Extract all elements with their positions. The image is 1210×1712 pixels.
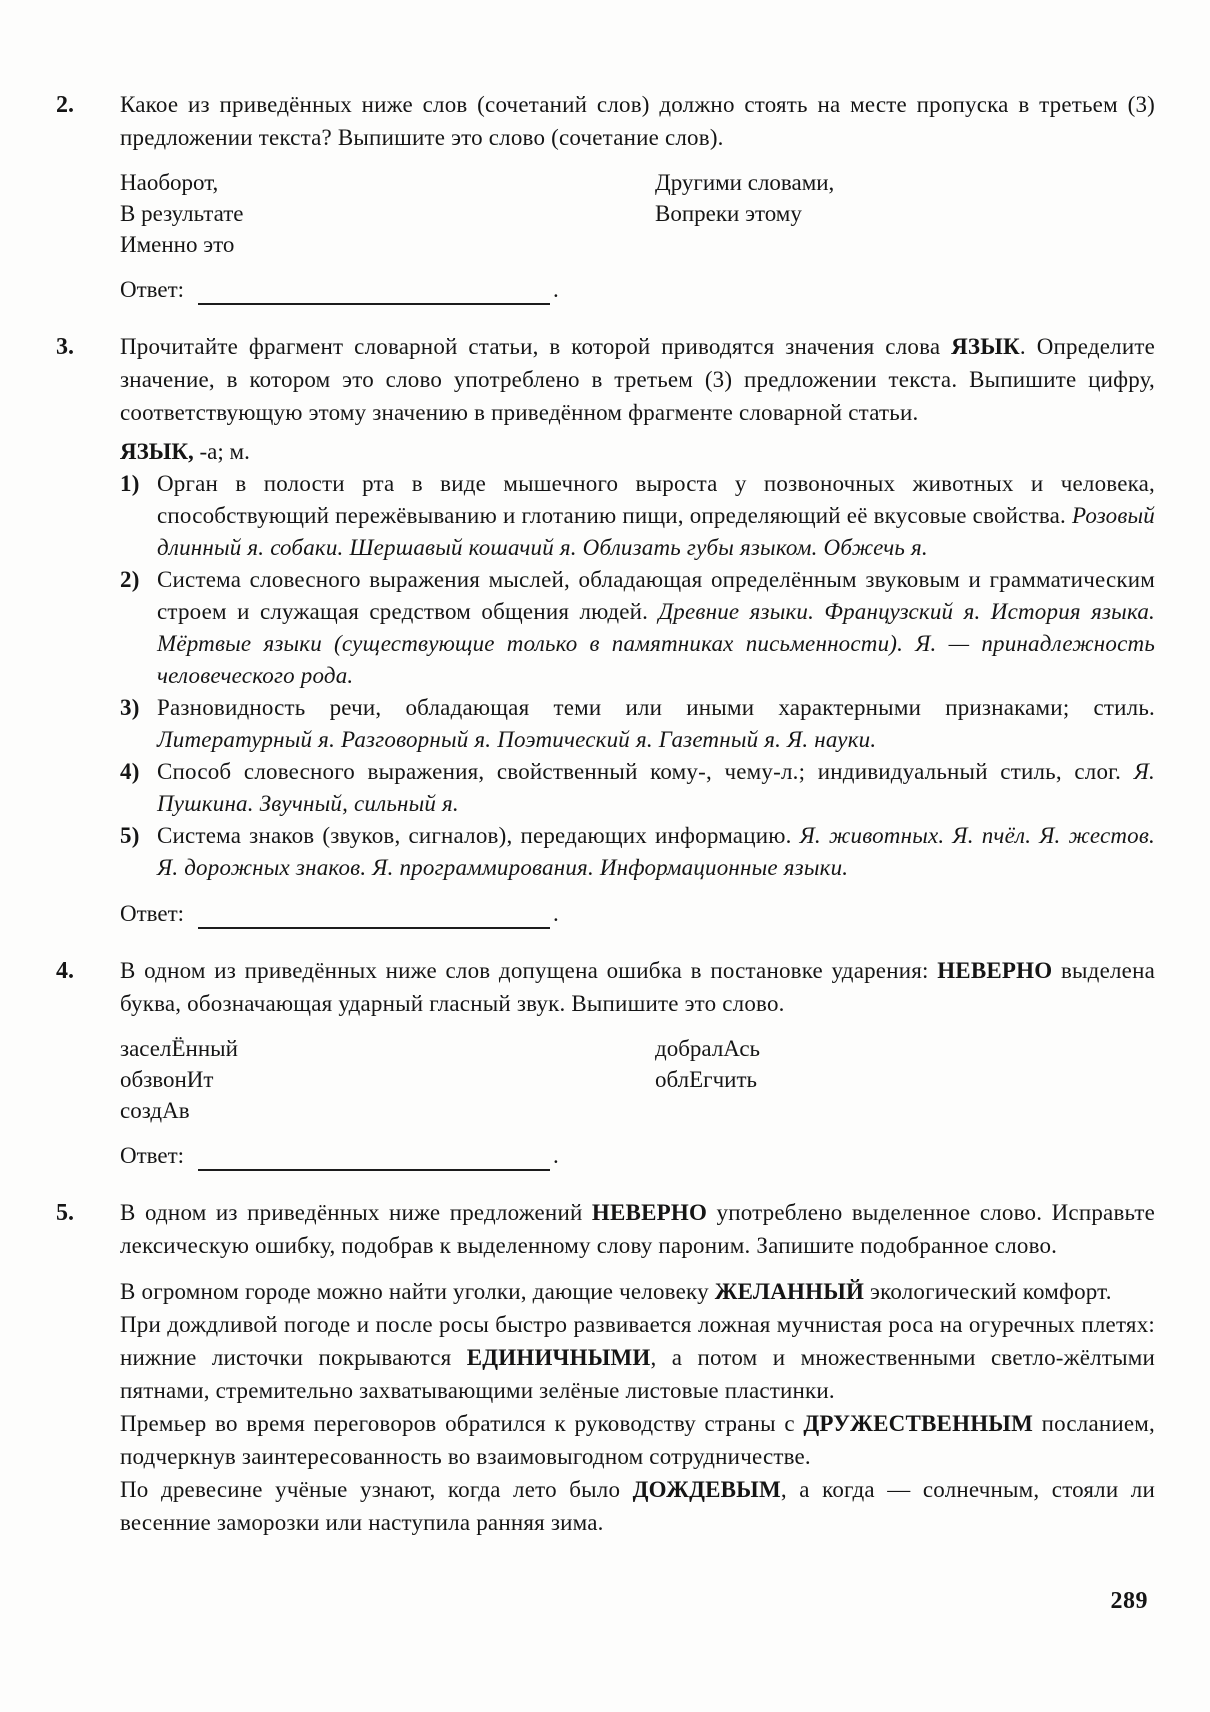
headword-word: ЯЗЫК, bbox=[120, 439, 194, 464]
options-list bbox=[120, 167, 1155, 260]
question-4 bbox=[56, 954, 1155, 1171]
definition-number: 5) bbox=[120, 823, 140, 848]
question-intro: Какое из приведённых ниже слов (сочетаний слов) должно стоять на месте пропуска в третьем (3) предложении текста? Выпишите это слово (сочетание слов). bbox=[120, 92, 1155, 150]
sentence-text-pre: По древесине учёные узнают, когда лето было bbox=[120, 1477, 633, 1502]
answer-blank-line bbox=[198, 1145, 550, 1171]
highlighted-word: ДРУЖЕСТВЕННЫМ bbox=[803, 1411, 1033, 1436]
definition-number: 2) bbox=[120, 567, 140, 592]
options-column-left bbox=[120, 167, 655, 260]
definition-text: Разновидность речи, обладающая теми или иными характерными признаками; стиль. bbox=[157, 695, 1155, 720]
headword-grammar: -а; м. bbox=[193, 439, 250, 464]
sentence-paragraph bbox=[120, 1473, 1155, 1539]
sentence-text-post: , а потом и множественными светло-жёлтыми пятнами, стремительно захватывающими зелёные листовые пластинки. bbox=[120, 1345, 1155, 1403]
dictionary-item bbox=[120, 756, 1155, 820]
highlighted-word: ЖЕЛАННЫЙ bbox=[714, 1279, 865, 1304]
question-2 bbox=[56, 88, 1155, 305]
answer-label: Ответ: bbox=[120, 1143, 185, 1168]
intro-keyword: НЕВЕРНО bbox=[591, 1200, 708, 1225]
question-intro bbox=[120, 954, 1155, 1020]
options-column-left bbox=[120, 1033, 655, 1126]
option-item: Другими словами, bbox=[655, 170, 835, 195]
intro-text-post: употреблено выделенное слово. Исправьте лексическую ошибку, подобрав к выделенному слову пароним. Запишите подобранное слово. bbox=[120, 1200, 1155, 1258]
answer-period: . bbox=[553, 1143, 559, 1168]
sentence-text-pre: Премьер во время переговоров обратился к руководству страны с bbox=[120, 1411, 804, 1436]
intro-keyword: НЕВЕРНО bbox=[937, 958, 1053, 983]
question-number: 5. bbox=[56, 1200, 74, 1226]
sentence-paragraph bbox=[120, 1308, 1155, 1407]
answer-row bbox=[120, 899, 1155, 929]
question-3 bbox=[56, 330, 1155, 929]
intro-text-pre: Прочитайте фрагмент словарной статьи, в которой приводятся значения слова bbox=[120, 334, 952, 359]
definition-examples: Розовый длинный я. собаки. Шершавый кошачий я. Облизать губы языком. Обжечь я. bbox=[157, 503, 1155, 560]
answer-period: . bbox=[553, 277, 559, 302]
intro-text-pre: В одном из приведённых ниже слов допущена ошибка в постановке ударения: bbox=[120, 958, 938, 983]
options-column-right bbox=[655, 1033, 1155, 1126]
sentence-text-post: посланием, подчеркнув заинтересованность во взаимовыгодном сотрудничестве. bbox=[120, 1411, 1156, 1469]
option-item: заселЁнный bbox=[120, 1036, 238, 1061]
definition-number: 4) bbox=[120, 759, 140, 784]
option-item: Именно это bbox=[120, 232, 235, 257]
dictionary-item bbox=[120, 564, 1155, 692]
option-item: Наоборот, bbox=[120, 170, 219, 195]
dictionary-headword bbox=[120, 435, 1155, 468]
definition-text: Способ словесного выражения, свойственный кому-, чему-л.; индивидуальный стиль, слог. bbox=[157, 759, 1134, 784]
answer-period: . bbox=[553, 901, 559, 926]
definition-number: 3) bbox=[120, 695, 140, 720]
question-number: 2. bbox=[56, 92, 74, 118]
answer-row bbox=[120, 275, 1155, 305]
option-item: создАв bbox=[120, 1098, 190, 1123]
definition-text: Система словесного выражения мыслей, обладающая определённым звуковым и грамматическим строем и служащая средством общения людей. bbox=[157, 567, 1155, 624]
answer-label: Ответ: bbox=[120, 277, 185, 302]
option-item: добралАсь bbox=[655, 1036, 761, 1061]
definition-examples: Я. Пушкина. Звучный, сильный я. bbox=[157, 759, 1155, 816]
option-item: Вопреки этому bbox=[655, 201, 802, 226]
dictionary-item bbox=[120, 692, 1155, 756]
sentence-text-post: , а когда — солнечным, стояли ли весенние заморозки или наступила ранняя зима. bbox=[120, 1477, 1155, 1535]
highlighted-word: ЕДИНИЧНЫМИ bbox=[466, 1345, 651, 1370]
dictionary-item bbox=[120, 468, 1155, 564]
answer-row bbox=[120, 1141, 1155, 1171]
definition-examples: Древние языки. Французский я. История языка. Мёртвые языки (существующие только в памятниках письменности). Я. — принадлежность человеческого рода. bbox=[157, 599, 1155, 688]
sentence-text-post: экологический комфорт. bbox=[864, 1279, 1112, 1304]
definition-examples: Литературный я. Разговорный я. Поэтический я. Газетный я. Я. науки. bbox=[157, 727, 877, 752]
sentence-paragraph bbox=[120, 1275, 1155, 1308]
answer-label: Ответ: bbox=[120, 901, 185, 926]
question-number: 3. bbox=[56, 334, 74, 360]
question-5 bbox=[56, 1196, 1156, 1539]
answer-blank-line bbox=[198, 279, 550, 305]
question-intro bbox=[120, 1196, 1155, 1262]
intro-text-pre: В одном из приведённых ниже предложений bbox=[120, 1200, 592, 1225]
answer-blank-line bbox=[198, 903, 550, 929]
options-list bbox=[120, 1033, 1155, 1126]
sentence-paragraph bbox=[120, 1407, 1155, 1473]
definition-text: Орган в полости рта в виде мышечного выроста у позвоночных животных и человека, способствующий пережёвыванию и глотанию пищи, определяющий её вкусовые свойства. bbox=[157, 471, 1155, 528]
sentence-text-pre: При дождливой погоде и после росы быстро развивается ложная мучнистая роса на огуречных плетях: нижние листочки покрываются bbox=[120, 1312, 1155, 1370]
intro-keyword: ЯЗЫК bbox=[951, 334, 1020, 359]
page-number: 289 bbox=[1110, 1588, 1148, 1614]
option-item: облЕгчить bbox=[655, 1067, 758, 1092]
question-intro bbox=[120, 330, 1155, 429]
intro-text-post: выделена буква, обозначающая ударный гласный звук. Выпишите это слово. bbox=[120, 958, 1155, 1016]
question-number: 4. bbox=[56, 958, 74, 984]
option-item: В результате bbox=[120, 201, 244, 226]
definition-examples: Я. животных. Я. пчёл. Я. жестов. Я. дорожных знаков. Я. программирования. Информационные языки. bbox=[157, 823, 1155, 880]
definition-number: 1) bbox=[120, 471, 140, 496]
options-column-right bbox=[655, 167, 1155, 260]
definition-text: Система знаков (звуков, сигналов), передающих информацию. bbox=[157, 823, 800, 848]
intro-text-post: . Определите значение, в котором это слово употреблено в третьем (3) предложении текста. Выпишите цифру, соответствующую этому значению в приведённом фрагменте словарной статьи. bbox=[120, 334, 1155, 425]
sentence-text-pre: В огромном городе можно найти уголки, дающие человеку bbox=[120, 1279, 715, 1304]
dictionary-item bbox=[120, 820, 1155, 884]
option-item: обзвонИт bbox=[120, 1067, 214, 1092]
highlighted-word: ДОЖДЕВЫМ bbox=[632, 1477, 781, 1502]
